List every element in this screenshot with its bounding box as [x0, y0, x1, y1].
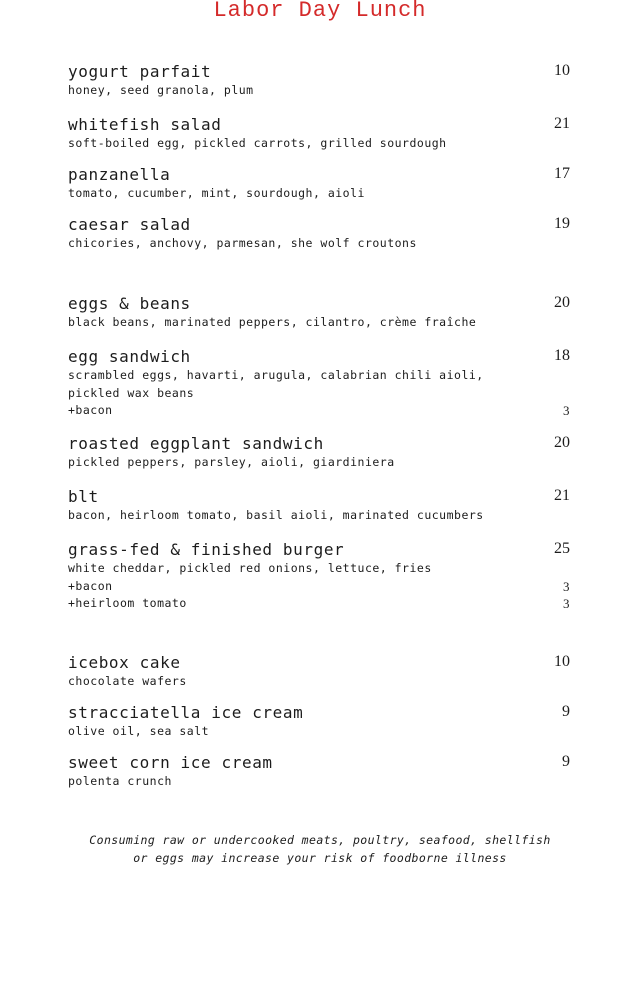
menu-title: Labor Day Lunch [213, 0, 427, 23]
item-name: sweet corn ice cream [68, 753, 273, 772]
addon-label: +heirloom tomato [68, 596, 187, 610]
item-addon [68, 402, 570, 420]
menu-item [68, 434, 570, 472]
item-name: caesar salad [68, 215, 191, 234]
item-description: pickled wax beans [68, 385, 195, 400]
food-safety-disclaimer [0, 831, 632, 867]
item-price: 10 [554, 653, 570, 670]
item-description: pickled peppers, parsley, aioli, giardiniera [68, 455, 395, 469]
item-price: 9 [562, 703, 570, 720]
item-price: 21 [554, 115, 570, 132]
item-description: soft-boiled egg, pickled carrots, grilled sourdough [68, 136, 447, 150]
addon-price: 3 [563, 596, 570, 611]
item-price: 20 [554, 434, 570, 451]
item-description: bacon, heirloom tomato, basil aioli, marinated cucumbers [68, 508, 484, 522]
menu-item [68, 215, 570, 253]
item-price: 18 [554, 347, 570, 364]
menu-item [68, 294, 570, 332]
disclaimer-line-2: or eggs may increase your risk of foodborne illness [133, 851, 507, 865]
menu-item [68, 62, 570, 100]
item-addon [68, 595, 570, 613]
item-price: 21 [554, 487, 570, 504]
menu-item [68, 487, 570, 525]
item-name: stracciatella ice cream [68, 703, 304, 722]
menu-item [68, 540, 570, 613]
menu-item [68, 165, 570, 203]
item-name: icebox cake [68, 653, 181, 672]
menu-item [68, 753, 570, 791]
item-name: egg sandwich [68, 347, 191, 366]
item-description: white cheddar, pickled red onions, lettuce, fries [68, 561, 432, 575]
item-price: 19 [554, 215, 570, 232]
item-description: chocolate wafers [68, 674, 187, 688]
item-name: grass-fed & finished burger [68, 540, 345, 559]
item-name: yogurt parfait [68, 62, 212, 81]
disclaimer-line-1: Consuming raw or undercooked meats, poultry, seafood, shellfish [89, 833, 551, 847]
item-price: 17 [554, 165, 570, 182]
item-description: chicories, anchovy, parmesan, she wolf croutons [68, 236, 417, 250]
item-price: 9 [562, 753, 570, 770]
item-name: roasted eggplant sandwich [68, 434, 324, 453]
item-description: polenta crunch [68, 774, 172, 788]
item-price: 25 [554, 540, 570, 557]
item-description: olive oil, sea salt [68, 724, 210, 738]
item-name: blt [68, 487, 99, 506]
item-name: whitefish salad [68, 115, 222, 134]
item-description: black beans, marinated peppers, cilantro, crème fraîche [68, 315, 477, 329]
menu-item [68, 703, 570, 741]
item-description: scrambled eggs, havarti, arugula, calabrian chili aioli, [68, 368, 484, 382]
menu-item [68, 347, 570, 420]
addon-price: 3 [563, 578, 570, 594]
item-name: eggs & beans [68, 294, 191, 313]
menu-item [68, 115, 570, 153]
addon-price: 3 [563, 403, 570, 418]
addon-label: +bacon [68, 578, 113, 593]
menu-item [68, 653, 570, 691]
item-description: tomato, cucumber, mint, sourdough, aioli [68, 186, 365, 200]
item-name: panzanella [68, 165, 171, 184]
item-addon [68, 578, 570, 596]
addon-label: +bacon [68, 403, 113, 417]
item-description: honey, seed granola, plum [68, 83, 254, 97]
item-price: 10 [554, 62, 570, 79]
item-price: 20 [554, 294, 570, 311]
